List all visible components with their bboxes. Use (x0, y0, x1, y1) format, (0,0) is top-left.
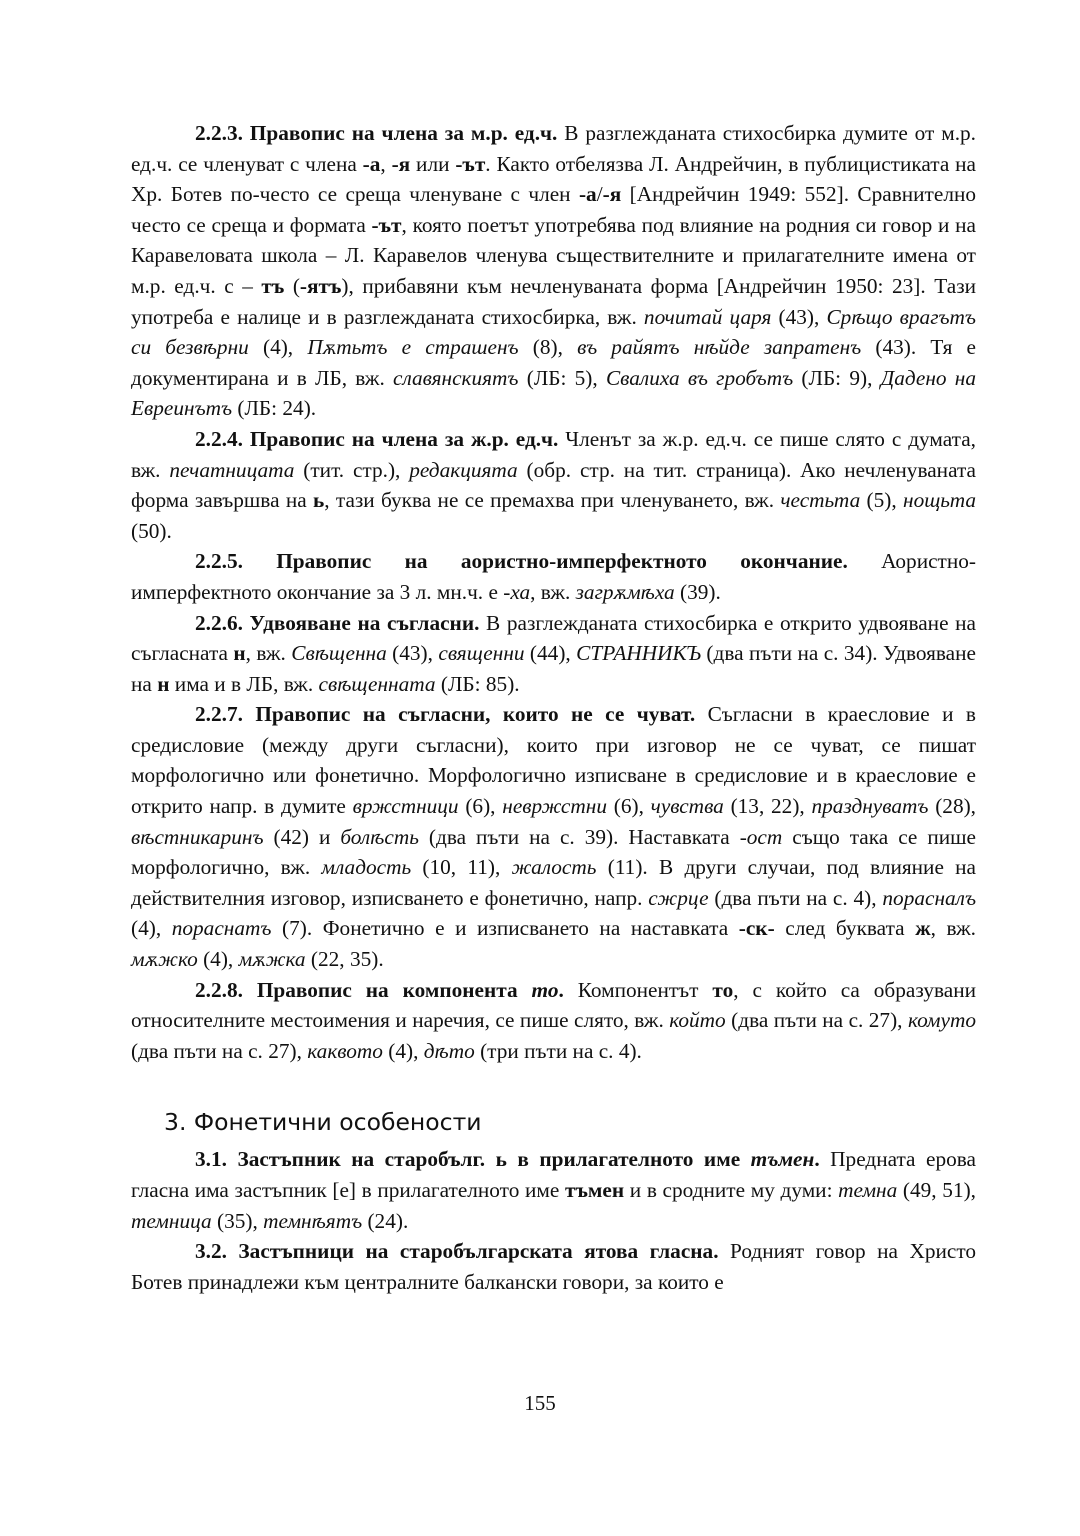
text-segment: ь (312, 488, 325, 513)
text-segment: Членът за ж.р. ед.ч. се пише слято с думата, вж. (131, 426, 976, 482)
text-segment: [Андрейчин 1949: 552]. Сравнително често се среща и формата (131, 182, 976, 237)
text-segment: -ост (739, 824, 783, 849)
text-segment: (8), (518, 335, 578, 360)
text-segment: 2.2.6. Удвояване на съгласни. (195, 610, 480, 635)
text-segment: честьта (780, 488, 861, 513)
page-number: 155 (524, 1391, 556, 1415)
text-segment: (два пъти на с. 4), (708, 885, 883, 910)
text-segment: -ът (455, 151, 486, 176)
paragraph-p223 (131, 118, 976, 424)
text-segment: Съгласни в краесловие и в средисловие (между други съгласни), които при изговор не се чуват, се пишат морфологично или фонетично. Морфологично изписване в средисловие и в краесловие е открито напр. в думите (131, 702, 976, 819)
text-segment: Дадено на Евреинътъ (131, 365, 976, 421)
text-segment: болѣсть (340, 824, 419, 849)
text-segment: . (814, 1147, 820, 1172)
text-segment: (22, 35). (305, 947, 384, 972)
paragraph-p225 (131, 546, 976, 607)
text-segment: темница (131, 1208, 212, 1233)
text-segment: , вж. (930, 916, 977, 941)
text-segment: вржстници (352, 794, 459, 819)
text-segment: (44), (524, 641, 577, 666)
text-segment: почитай царя (643, 304, 772, 329)
paragraph-p31 (131, 1144, 976, 1236)
text-segment: младость (321, 855, 412, 880)
text-segment: (два пъти на с. 34). Удвояване на (131, 641, 976, 696)
text-segment: священни (438, 641, 525, 666)
text-segment: редакцията (409, 457, 518, 482)
text-segment: В разглежданата стихосбирка думите от м.р. ед.ч. се членуват с члена (131, 121, 977, 176)
text-segment: дѣто (423, 1038, 475, 1063)
text-segment: , вж. (245, 641, 292, 666)
text-segment: (10, 11), (411, 855, 512, 880)
text-segment: СТРАННИКЪ (576, 641, 702, 666)
text-segment: загрѫмѣха (575, 579, 675, 604)
text-segment: (обр. стр. на тит. страница). Ако нечленуваната форма завършва на (131, 457, 976, 513)
text-segment: комуто (907, 1008, 976, 1033)
text-segment: (два пъти на с. 27), (725, 1008, 908, 1033)
text-segment: (4), (248, 335, 308, 360)
text-segment: (50). (131, 518, 172, 543)
text-segment: чувства (650, 794, 724, 819)
text-segment: (13, 22), (723, 794, 812, 819)
text-segment: сжрце (648, 885, 709, 910)
text-segment: Свѣщенна (291, 641, 387, 666)
text-segment: , вж. (530, 579, 576, 604)
text-segment: тъмен (750, 1147, 815, 1172)
text-segment: (43), (386, 641, 439, 666)
text-segment: (два пъти на с. 27), (131, 1038, 308, 1063)
paragraph-p227 (131, 699, 976, 974)
text-segment: / (596, 182, 603, 207)
text-segment: който (669, 1008, 726, 1033)
text-segment: (4), (197, 947, 239, 972)
text-segment: 2.2.8. Правопис на компонента (195, 977, 532, 1002)
text-segment: , с който са образувани относителните местоимения и наречия, се пише слято, вж. (131, 977, 976, 1033)
text-segment: (два пъти на с. 39). Наставката (418, 824, 740, 849)
text-segment: Компонентът (563, 977, 713, 1002)
text-segment: (28), (928, 794, 977, 819)
text-segment: тъ (261, 273, 285, 298)
text-segment: Пѫтьтъ е страшенъ (307, 335, 519, 360)
text-segment: н (233, 641, 246, 666)
text-segment: 2.2.7. Правопис на съгласни, които не се чуват. (195, 702, 696, 727)
text-segment: (6), (606, 794, 651, 819)
text-segment: -ятъ (299, 273, 342, 298)
page-body (131, 118, 976, 1297)
paragraph-p228 (131, 975, 976, 1067)
text-segment: -ът (371, 212, 402, 237)
text-segment: (ЛБ: 9), (793, 365, 881, 390)
text-segment: (6), (458, 794, 503, 819)
text-segment: (4), (131, 916, 172, 941)
text-segment: то (531, 977, 559, 1002)
text-segment: мѫжка (238, 947, 306, 972)
text-segment: 3.2. Застъпници на старобългарската ятова гласна. (195, 1239, 719, 1264)
text-segment: -а (362, 151, 381, 176)
text-segment: или (410, 151, 456, 176)
text-segment: (4), (382, 1038, 424, 1063)
text-segment: пораснатъ (171, 916, 272, 941)
text-segment: Свалиха въ гробътъ (605, 365, 794, 390)
text-segment: след буквата (774, 916, 916, 941)
text-segment: Срѣщо врагътъ си безвѣрни (131, 304, 976, 360)
text-segment: (5), (860, 488, 903, 513)
text-segment: невржстни (502, 794, 607, 819)
text-segment: то (712, 977, 734, 1002)
text-segment: Родният говор на Христо Ботев принадлежи към централните балкански говори, за които е (131, 1239, 976, 1294)
text-segment: и в сродните му думи: (624, 1178, 839, 1202)
text-segment: , (380, 151, 392, 176)
text-segment: въ райятъ нѣйде запратенъ (577, 335, 862, 360)
text-segment: мѫжко (131, 947, 198, 972)
text-segment: -ха (503, 579, 531, 604)
text-segment: ( (284, 273, 300, 298)
text-segment: има и в ЛБ, вж. (169, 671, 319, 696)
text-segment: също така се пише морфологично, вж. (131, 824, 977, 880)
text-segment: , тази буква не се премахва при членуването, вж. (324, 488, 781, 513)
text-segment: 3.1. Застъпник на старобълг. ь в прилагателното име (195, 1147, 751, 1172)
text-segment: празднуватъ (811, 794, 929, 819)
text-segment: (три пъти на с. 4). (474, 1038, 642, 1063)
text-segment: . (558, 977, 564, 1002)
text-segment: вѣстникаринъ (131, 824, 264, 849)
text-segment: 2.2.5. Правопис на аористно-имперфектното окончание. (195, 549, 848, 574)
text-segment: (тит. стр.), (294, 457, 410, 482)
text-segment: , която поетът употребява под влияние на родния си говор и на Каравеловата школа – Л. Каравелов членува съществителните и прилагателните имена от м.р. ед.ч. с – (131, 212, 977, 298)
text-segment: (43), (771, 304, 827, 329)
text-segment: (35), (211, 1208, 264, 1233)
text-segment: тъмен (565, 1178, 625, 1202)
text-segment: (11). В други случаи, под влияние на действителния изговор, изписването е фонетично, напр. (131, 855, 977, 910)
text-segment: -ск- (738, 916, 775, 941)
text-segment: н (157, 671, 170, 696)
section-heading: 3. Фонетични особености (164, 1108, 482, 1137)
subsection-paragraphs (131, 118, 976, 1066)
text-segment: ж (915, 916, 931, 941)
text-segment: В разглежданата стихосбирка е открито удвояване на съгласната (131, 610, 976, 666)
text-segment: Аористно-имперфектното окончание за 3 л. мн.ч. е (131, 549, 976, 604)
text-segment: (24). (362, 1208, 409, 1233)
text-segment: (ЛБ: 5), (518, 365, 606, 390)
text-segment: нощьта (903, 488, 976, 513)
paragraph-p226 (131, 608, 976, 700)
text-segment: (ЛБ: 85). (435, 671, 520, 696)
text-segment: (49, 51), (897, 1178, 977, 1202)
text-segment: -я (391, 151, 411, 176)
text-segment: (ЛБ: 24). (232, 396, 317, 421)
text-segment: ), прибавяни към нечленуваната форма [Андрейчин 1950: 23]. Тази употреба е налице и в разглежданата стихосбирка, вж. (131, 273, 976, 329)
section-paragraphs (131, 1144, 976, 1297)
text-segment: каквото (307, 1038, 383, 1063)
text-segment: (39). (674, 579, 721, 604)
text-segment: 2.2.4. Правопис на члена за ж.р. ед.ч. (195, 426, 559, 451)
paragraph-p32 (131, 1236, 976, 1297)
text-segment: Предната ерова гласна има застъпник [е] в прилагателното име (131, 1147, 976, 1202)
text-segment: -а (578, 182, 597, 207)
text-segment: . Както отбелязва Л. Андрейчин, в публицистиката на Хр. Ботев по-често се среща членуване с член (131, 151, 976, 207)
paragraph-p224 (131, 424, 976, 546)
text-segment: порасналъ (882, 885, 977, 910)
text-segment: (7). Фонетично е и изписването на наставката (271, 916, 739, 941)
text-segment: (42) и (263, 824, 341, 849)
text-segment: темна (838, 1178, 898, 1202)
text-segment: славянскиятъ (393, 365, 519, 390)
text-segment: жалость (511, 855, 597, 880)
text-segment: свѣщенната (318, 671, 436, 696)
text-segment: (43). Тя е документирана и в ЛБ, вж. (131, 335, 977, 390)
text-segment: 2.2.3. Правопис на члена за м.р. ед.ч. (195, 121, 558, 145)
text-segment: -я (602, 182, 622, 207)
text-segment: печатницата (169, 457, 295, 482)
text-segment: темнѣятъ (263, 1208, 363, 1233)
